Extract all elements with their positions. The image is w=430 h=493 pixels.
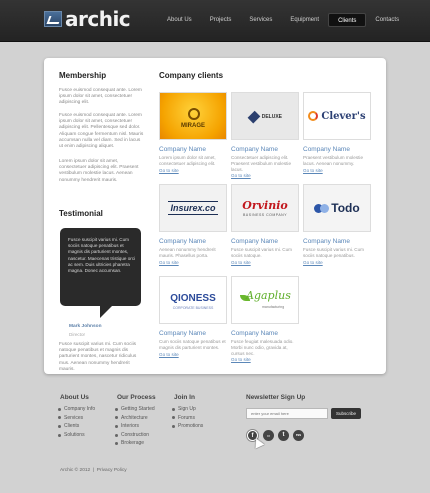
logo-word: Agaplus <box>246 289 291 302</box>
client-card <box>303 92 371 173</box>
client-card <box>231 92 299 178</box>
client-site-link[interactable]: Go to site <box>159 351 179 357</box>
footer-process-title: Our Process <box>117 394 156 401</box>
nav-contacts[interactable]: Contacts <box>375 17 400 23</box>
client-card <box>231 276 299 362</box>
client-card <box>303 184 371 265</box>
client-site-link[interactable]: Go to site <box>303 259 323 265</box>
client-name[interactable]: Company Name <box>159 330 206 337</box>
testimonial-body: Fusce suscipit varius mi. Cum sociis natoque penatibus et magnis dis parturient montes, nascetur ridiculus mus. Aenean nonummy hendrerit mauris. <box>59 342 137 372</box>
client-site-link[interactable]: Go to site <box>231 173 251 179</box>
nav-about-us[interactable]: About Us <box>167 17 192 23</box>
testimonial-role: Director <box>69 332 86 337</box>
facebook-icon[interactable]: f <box>247 430 258 441</box>
clevers-ring-icon <box>308 111 318 121</box>
client-name[interactable]: Company Name <box>303 146 350 153</box>
footer-link[interactable]: Interiors <box>115 422 155 431</box>
client-name[interactable]: Company Name <box>303 238 350 245</box>
client-name[interactable]: Company Name <box>231 146 278 153</box>
client-name[interactable]: Company Name <box>231 238 278 245</box>
logo-subtitle: BUSINESS COMPANY <box>242 213 288 217</box>
footer-join-title: Join In <box>174 394 195 401</box>
client-desc: Fusce feugiat malesuada odio. Morbi nunc odio, gravida at, cursus nec. <box>231 339 294 356</box>
client-desc: Lorem ipsum dolor sit amet, consectetuer adipiscing elit. <box>159 155 216 166</box>
testimonial-quote: Fusce suscipit varius mi. Cum sociis natoque penatibus et magnis dis parturient montes, nascetur. Maecenas tristique orci ac sem. Duis ultricies pharetra magna. Donec accumsan. <box>68 237 136 274</box>
client-site-link[interactable]: Go to site <box>303 167 323 173</box>
logo-word: Clever's <box>321 110 366 122</box>
client-logo-mirage[interactable] <box>159 92 227 140</box>
footer-link[interactable]: Brokerage <box>115 439 155 448</box>
footer-link[interactable]: Solutions <box>58 431 95 440</box>
client-card <box>159 184 227 265</box>
twitter-icon[interactable]: t <box>278 430 289 441</box>
footer-process-list <box>115 405 155 448</box>
client-desc: Fusce suscipit varius mi. Cum sociis natoque. <box>231 247 293 258</box>
client-logo-qioness[interactable] <box>159 276 227 324</box>
client-card <box>231 184 299 265</box>
nav-clients[interactable]: Clients <box>328 13 366 27</box>
membership-paragraph-3: Lorem ipsum dolor sit amet, consectetuer adipiscing elit. Praesent vestibulum molestie lacus. Aenean nonummy hendrerit mauris. <box>59 159 139 183</box>
subscribe-button[interactable]: Subscribe <box>331 408 361 419</box>
nav-projects[interactable]: Projects <box>209 17 232 23</box>
client-name[interactable]: Company Name <box>231 330 278 337</box>
footer-link[interactable]: Company Info <box>58 405 95 414</box>
membership-paragraph-1: Fusce euismod consequat ante. Lorem ipsum dolor sit amet, consectetuer adipiscing elit. <box>59 88 142 106</box>
logo-word: MIRAGE <box>181 123 205 129</box>
logo-word: QIONESS <box>170 293 216 304</box>
client-logo-agaplus[interactable] <box>231 276 299 324</box>
logo-word: Orvinio <box>242 199 288 212</box>
mirage-mark-icon <box>188 108 200 120</box>
client-logo-orvinio[interactable] <box>231 184 299 232</box>
newsletter-title: Newsletter Sign Up <box>246 394 306 401</box>
footer-about-list <box>58 405 95 439</box>
client-logo-insurex[interactable] <box>159 184 227 232</box>
client-desc: Cum sociis natoque penatibus et magnis dis parturient montes. <box>159 339 226 350</box>
nav-services[interactable]: Services <box>249 17 273 23</box>
footer-link[interactable]: Getting Started <box>115 405 155 414</box>
logo-icon <box>44 11 62 27</box>
footer-join-list <box>172 405 203 431</box>
client-site-link[interactable]: Go to site <box>231 357 251 363</box>
client-card <box>159 276 227 357</box>
client-site-link[interactable]: Go to site <box>159 259 179 265</box>
logo-word: Todo <box>331 201 360 215</box>
client-site-link[interactable]: Go to site <box>231 259 251 265</box>
client-desc: Consectetuer adipiscing elit. Praesent vestibulum molestie lacus. <box>231 155 292 172</box>
client-card <box>159 92 227 173</box>
testimonial-author: Mark Johnson <box>69 324 102 329</box>
footer-link[interactable]: Services <box>58 414 95 423</box>
membership-paragraph-2: Fusce euismod consequat ante. Lorem ipsum dolor sit amet, consectetuer adipiscing elit. Pellentesque sed dolor. Aliquam congue fermentum nisl. Mauris accumsan nulla vel diam. Sed in lacus ut enim adipiscing aliquet. <box>59 113 144 150</box>
logo-subtitle: CORPORATE BUSINESS <box>172 306 214 310</box>
logo-subtitle: manufacturing <box>262 305 285 309</box>
testimonial-bubble <box>60 228 141 306</box>
testimonial-title: Testimonial <box>59 209 103 218</box>
client-logo-clevers[interactable] <box>303 92 371 140</box>
clients-title: Company clients <box>159 71 224 80</box>
deluxe-mark-icon <box>248 111 261 124</box>
flickr-icon[interactable]: •• <box>263 430 274 441</box>
logo-word: DELUXE <box>261 114 282 120</box>
footer-link[interactable]: Clients <box>58 422 95 431</box>
client-logo-deluxe[interactable] <box>231 92 299 140</box>
client-desc: Praesent vestibulum molestie lacus. Aenean nonummy. <box>303 155 364 166</box>
client-name[interactable]: Company Name <box>159 238 206 245</box>
todo-dots-icon <box>314 204 329 213</box>
client-name[interactable]: Company Name <box>159 146 206 153</box>
client-logo-todo[interactable] <box>303 184 371 232</box>
footer-link[interactable]: Promotions <box>172 422 203 431</box>
client-desc: Aenean nonummy hendrerit mauris. Phasellus porta. <box>159 247 216 258</box>
copyright-text: Archic © 2012 | Privacy Policy <box>60 468 127 473</box>
footer-link[interactable]: Forums <box>172 414 203 423</box>
client-site-link[interactable]: Go to site <box>159 167 179 173</box>
membership-title: Membership <box>59 71 107 80</box>
footer-about-title: About Us <box>60 394 89 401</box>
nav-equipment[interactable]: Equipment <box>290 17 320 23</box>
logo-text: archic <box>65 7 131 31</box>
client-desc: Fusce suscipit varius mi. Cum sociis natoque penatibus. <box>303 247 365 258</box>
footer-link[interactable]: Sign Up <box>172 405 203 414</box>
footer-link[interactable]: Construction <box>115 431 155 440</box>
main-nav <box>158 13 408 27</box>
site-logo[interactable] <box>44 8 130 30</box>
rss-icon[interactable]: rss <box>293 430 304 441</box>
newsletter-email-input[interactable] <box>246 408 328 419</box>
footer-link[interactable]: Architecture <box>115 414 155 423</box>
site-header <box>0 0 430 42</box>
logo-word: Insurex.co <box>170 203 216 213</box>
